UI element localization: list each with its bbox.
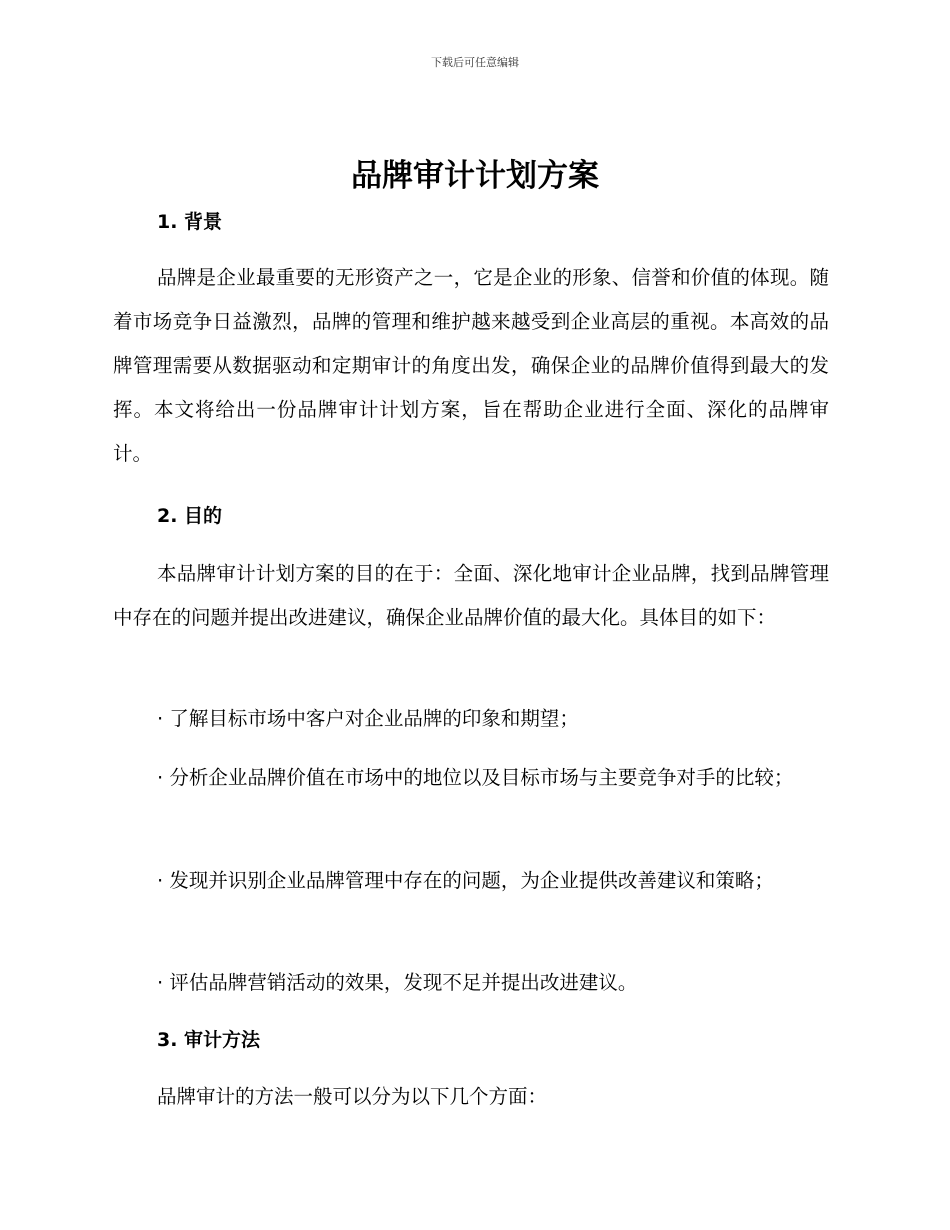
paragraph-background: 品牌是企业最重要的无形资产之一，它是企业的形象、信誉和价值的体现。随着市场竞争日益激烈，品牌的管理和维护越来越受到企业高层的重视。本高效的品牌管理需要从数据驱动和定期审计的角度出发，确保企业的品牌价值得到最大的发挥。本文将给出一份品牌审计计划方案，旨在帮助企业进行全面、深化的品牌审计。 [113,266,829,465]
page-header-note: 下载后可任意编辑 [431,56,519,69]
section-heading-background: 1. 背景 [157,211,223,233]
bullet-item-1: · 了解目标市场中客户对企业品牌的印象和期望； [157,707,579,730]
paragraph-purpose: 本品牌审计计划方案的目的在于：全面、深化地审计企业品牌，找到品牌管理中存在的问题并提出改进建议，确保企业品牌价值的最大化。具体目的如下： [113,562,829,629]
bullet-item-2: · 分析企业品牌价值在市场中的地位以及目标市场与主要竞争对手的比较； [157,766,794,789]
document-title: 品牌审计计划方案 [351,158,599,194]
section-heading-purpose: 2. 目的 [157,505,223,527]
paragraph-audit-method: 品牌审计的方法一般可以分为以下几个方面： [157,1085,548,1108]
section-heading-audit-method: 3. 审计方法 [157,1029,261,1051]
bullet-item-3: · 发现并识别企业品牌管理中存在的问题，为企业提供改善建议和策略； [157,869,774,892]
bullet-item-4: · 评估品牌营销活动的效果，发现不足并提出改进建议。 [157,971,638,994]
